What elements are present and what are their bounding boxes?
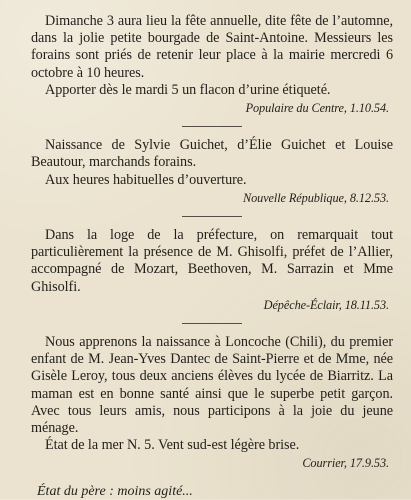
entry-1-source: Populaire du Centre, 1.10.54. (245, 101, 389, 116)
entry-2-source: Nouvelle République, 8.12.53. (243, 190, 389, 205)
entry-3-source: Dépêche-Éclair, 18.11.53. (263, 297, 389, 312)
news-entry-3 (31, 227, 393, 313)
closing-line: État du père : moins agité... (37, 484, 193, 500)
entry-2-paragraph-2: Aux heures habituelles d’ouverture. (45, 171, 247, 188)
news-entry-2 (31, 137, 393, 206)
entry-4-paragraph-2: État de la mer N. 5. Vent sud-est légère brise. (45, 437, 300, 454)
entry-1-paragraph-1: Dimanche 3 aura lieu la fête annuelle, dite fête de l’automne, dans la jolie petite bourgade de Saint-Antoine. Messieurs les forains sont priés de retenir leur place à la mairie mercredi 6 octobre à 10 heures. (31, 13, 393, 81)
entry-1-paragraph-2: Apporter dès le mardi 5 un flacon d’urine étiqueté. (45, 81, 331, 98)
news-entry-1 (31, 13, 393, 116)
entry-4-paragraph-1: Nous apprenons la naissance à Loncoche (Chili), du premier enfant de M. Jean-Yves Dantec de Saint-Pierre et de Mme, née Gisèle Leroy, tous deux anciens élèves du lycée de Biarritz. La maman est en bonne santé ainsi que le superbe petit garçon. Avec tous leurs amis, nous participons à la joie du jeune ménage. (31, 334, 393, 437)
entry-3-paragraph-1: Dans la loge de la préfecture, on remarquait tout particulièrement la présence de M. Ghisolfi, préfet de l’Allier, accompagné de Mozart, Beethoven, M. Sarrazin et Mme Ghisolfi. (31, 227, 393, 295)
separator-rule-3 (182, 323, 242, 324)
entry-2-paragraph-1: Naissance de Sylvie Guichet, d’Élie Guichet et Louise Beautour, marchands forains. (31, 137, 393, 171)
news-entry-4 (31, 334, 393, 471)
separator-rule-1 (182, 126, 242, 127)
entry-4-source: Courrier, 17.9.53. (302, 456, 389, 471)
separator-rule-2 (182, 216, 242, 217)
